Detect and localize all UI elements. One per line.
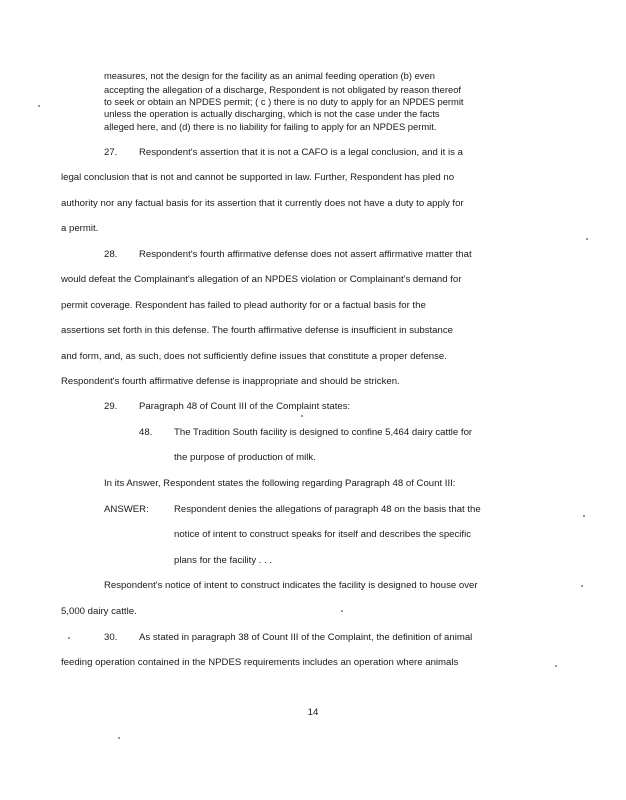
scan-speck — [555, 665, 557, 667]
paragraph-number: 28. — [104, 249, 118, 260]
scan-speck — [581, 585, 583, 587]
paragraph-line: Respondent's fourth affirmative defense is inappropriate and should be stricken. — [61, 376, 400, 387]
paragraph-number: 30. — [104, 632, 118, 643]
paragraph-line: and form, and, as such, does not sufficiently define issues that constitute a proper defense. — [61, 351, 447, 362]
answer-line: notice of intent to construct speaks for itself and describes the specific — [174, 529, 472, 540]
quoted-line: the purpose of production of milk. — [174, 452, 316, 463]
paragraph-line: 5,000 dairy cattle. — [61, 606, 137, 617]
paragraph-line: Paragraph 48 of Count III of the Complaint states: — [139, 401, 351, 412]
answer-label: ANSWER: — [104, 504, 149, 515]
block-quote-line: alleged here, and (d) there is no liability for failing to apply for an NPDES permit. — [104, 121, 437, 132]
scan-speck — [38, 105, 40, 107]
scan-speck — [341, 610, 343, 612]
paragraph-number: 29. — [104, 401, 118, 412]
block-quote-line: accepting the allegation of a discharge, Respondent is not obligated by reason thereof — [104, 84, 462, 95]
block-quote-line: measures, not the design for the facility as an animal feeding operation (b) even — [104, 70, 435, 81]
paragraph-line: Respondent's fourth affirmative defense does not assert affirmative matter that — [139, 249, 472, 260]
paragraph-line: As stated in paragraph 38 of Count III of the Complaint, the definition of animal — [139, 632, 473, 643]
paragraph-line: In its Answer, Respondent states the following regarding Paragraph 48 of Count III: — [104, 478, 456, 489]
scan-speck — [586, 238, 588, 240]
paragraph-line: Respondent's notice of intent to construct indicates the facility is designed to house over — [104, 580, 478, 591]
answer-line: plans for the facility . . . — [174, 555, 273, 566]
answer-line: Respondent denies the allegations of paragraph 48 on the basis that the — [174, 504, 481, 515]
paragraph-number: 27. — [104, 147, 118, 158]
paragraph-line: authority nor any factual basis for its assertion that it currently does not have a duty to apply for — [61, 198, 464, 209]
paragraph-line: feeding operation contained in the NPDES requirements includes an operation where animals — [61, 657, 459, 668]
block-quote-line: unless the operation is actually discharging, which is not the case under the facts — [104, 108, 440, 119]
scan-speck — [118, 737, 120, 739]
paragraph-line: permit coverage. Respondent has failed to plead authority for or a factual basis for the — [61, 300, 426, 311]
page-number: 14 — [307, 707, 319, 718]
scan-speck — [301, 415, 303, 417]
paragraph-line: legal conclusion that is not and cannot be supported in law. Further, Respondent has pled no — [61, 172, 455, 183]
scan-speck — [583, 515, 585, 517]
quoted-paragraph-number: 48. — [139, 427, 153, 438]
quoted-line: The Tradition South facility is designed to confine 5,464 dairy cattle for — [174, 427, 473, 438]
paragraph-line: assertions set forth in this defense. The fourth affirmative defense is insufficient in substance — [61, 325, 453, 336]
scan-speck — [68, 637, 70, 639]
paragraph-line: would defeat the Complainant's allegation of an NPDES violation or Complainant's demand for — [61, 274, 462, 285]
block-quote-line: to seek or obtain an NPDES permit; ( c ) there is no duty to apply for an NPDES permit — [104, 96, 464, 107]
paragraph-line: a permit. — [61, 223, 99, 234]
paragraph-line: Respondent's assertion that it is not a CAFO is a legal conclusion, and it is a — [139, 147, 463, 158]
